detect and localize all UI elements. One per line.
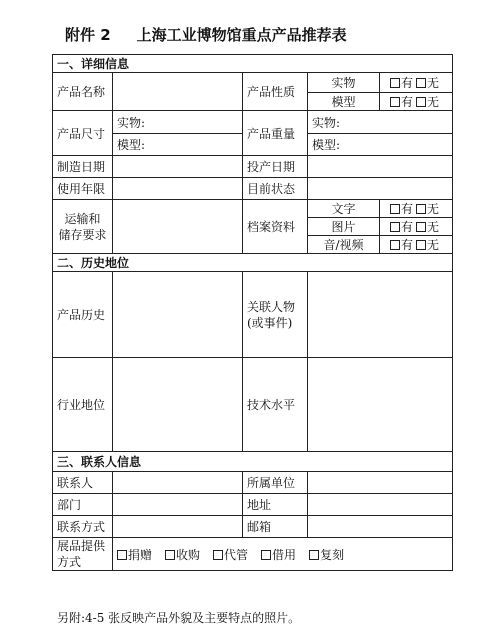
provide-option-donate[interactable]: 捐赠 xyxy=(117,548,152,562)
archive-av-yes-option[interactable]: 有 xyxy=(390,238,413,252)
product-weight-label: 产品重量 xyxy=(243,111,308,156)
product-history-label: 产品历史 xyxy=(53,272,113,358)
checkbox-icon[interactable] xyxy=(261,550,271,560)
provide-option-loan[interactable]: 借用 xyxy=(261,548,296,562)
size-physical-field[interactable] xyxy=(113,111,243,134)
manufacture-date-label: 制造日期 xyxy=(53,156,113,178)
attachment-number: 附件 2 xyxy=(65,26,111,44)
industry-position-label: 行业地位 xyxy=(53,358,113,452)
form-title: 上海工业博物馆重点产品推荐表 xyxy=(136,26,347,44)
nature-model-yes-option[interactable]: 有 xyxy=(390,95,413,109)
section-header-contact: 三、联系人信息 xyxy=(53,452,453,472)
size-model-field[interactable] xyxy=(113,134,243,156)
product-size-label: 产品尺寸 xyxy=(53,111,113,156)
archive-picture-no-option[interactable]: 无 xyxy=(416,220,439,234)
production-date-field[interactable] xyxy=(308,156,453,178)
production-date-label: 投产日期 xyxy=(243,156,308,178)
contact-person-field[interactable] xyxy=(113,472,243,494)
section-row-contact xyxy=(53,452,453,472)
archive-label: 档案资料 xyxy=(243,200,308,254)
archive-picture-label: 图片 xyxy=(308,218,380,236)
checkbox-icon[interactable] xyxy=(213,550,223,560)
checkbox-icon[interactable] xyxy=(416,222,426,232)
nature-model-label: 模型 xyxy=(308,93,380,111)
section-row-details xyxy=(53,55,453,73)
weight-model-field[interactable] xyxy=(308,134,453,156)
archive-av-no-option[interactable]: 无 xyxy=(416,238,439,252)
email-label: 邮箱 xyxy=(243,516,308,538)
weight-physical-label: 实物: xyxy=(312,115,341,130)
service-years-label: 使用年限 xyxy=(53,178,113,200)
contact-method-field[interactable] xyxy=(113,516,243,538)
address-field[interactable] xyxy=(308,494,453,516)
checkbox-icon[interactable] xyxy=(117,550,127,560)
archive-picture-yes-option[interactable]: 有 xyxy=(390,220,413,234)
checkbox-icon[interactable] xyxy=(390,240,400,250)
manufacture-date-field[interactable] xyxy=(113,156,243,178)
transport-storage-label: 运输和 储存要求 xyxy=(53,200,113,254)
size-model-label: 模型: xyxy=(117,138,146,152)
checkbox-icon[interactable] xyxy=(165,550,175,560)
checkbox-icon[interactable] xyxy=(416,78,426,88)
archive-text-yes-option[interactable]: 有 xyxy=(390,202,413,216)
nature-physical-label: 实物 xyxy=(308,73,380,93)
archive-text-options xyxy=(380,200,453,218)
nature-physical-yes-option[interactable]: 有 xyxy=(390,76,413,90)
product-nature-label: 产品性质 xyxy=(243,73,308,111)
provide-method-label: 展品提供 方式 xyxy=(53,538,113,571)
product-history-field[interactable] xyxy=(113,272,243,358)
checkbox-icon[interactable] xyxy=(309,550,319,560)
checkbox-icon[interactable] xyxy=(390,204,400,214)
section-header-details: 一、详细信息 xyxy=(53,55,453,73)
weight-model-label: 模型: xyxy=(312,138,341,152)
archive-picture-options xyxy=(380,218,453,236)
contact-person-label: 联系人 xyxy=(53,472,113,494)
section-header-history: 二、历史地位 xyxy=(53,254,453,272)
transport-storage-field[interactable] xyxy=(113,200,243,254)
service-years-field[interactable] xyxy=(113,178,243,200)
size-physical-label: 实物: xyxy=(117,115,146,130)
archive-av-options xyxy=(380,236,453,254)
provide-option-replica[interactable]: 复刻 xyxy=(309,548,344,562)
current-status-field[interactable] xyxy=(308,178,453,200)
product-name-label: 产品名称 xyxy=(53,73,113,111)
checkbox-icon[interactable] xyxy=(416,204,426,214)
related-persons-field[interactable] xyxy=(308,272,453,358)
archive-text-no-option[interactable]: 无 xyxy=(416,202,439,216)
nature-physical-options xyxy=(380,73,453,93)
document-title xyxy=(65,24,347,45)
contact-method-label: 联系方式 xyxy=(53,516,113,538)
footer-note: 另附:4-5 张反映产品外貌及主要特点的照片。 xyxy=(57,611,301,625)
department-label: 部门 xyxy=(53,494,113,516)
product-name-field[interactable] xyxy=(113,73,243,111)
tech-level-field[interactable] xyxy=(308,358,453,452)
related-persons-label: 关联人物 (或事件) xyxy=(243,272,308,358)
affiliation-field[interactable] xyxy=(308,472,453,494)
nature-physical-no-option[interactable]: 无 xyxy=(416,76,439,90)
archive-av-label: 音/视频 xyxy=(308,236,380,254)
nature-model-no-option[interactable]: 无 xyxy=(416,95,439,109)
checkbox-icon[interactable] xyxy=(416,97,426,107)
section-row-history xyxy=(53,254,453,272)
nature-model-options xyxy=(380,93,453,111)
current-status-label: 目前状态 xyxy=(243,178,308,200)
checkbox-icon[interactable] xyxy=(390,97,400,107)
provide-option-purchase[interactable]: 收购 xyxy=(165,548,200,562)
recommendation-form-table xyxy=(52,54,453,571)
weight-physical-field[interactable] xyxy=(308,111,453,134)
checkbox-icon[interactable] xyxy=(390,222,400,232)
archive-text-label: 文字 xyxy=(308,200,380,218)
industry-position-field[interactable] xyxy=(113,358,243,452)
provide-option-custody[interactable]: 代管 xyxy=(213,548,248,562)
address-label: 地址 xyxy=(243,494,308,516)
email-field[interactable] xyxy=(308,516,453,538)
checkbox-icon[interactable] xyxy=(390,78,400,88)
provide-method-options xyxy=(113,538,453,571)
checkbox-icon[interactable] xyxy=(416,240,426,250)
tech-level-label: 技术水平 xyxy=(243,358,308,452)
affiliation-label: 所属单位 xyxy=(243,472,308,494)
department-field[interactable] xyxy=(113,494,243,516)
